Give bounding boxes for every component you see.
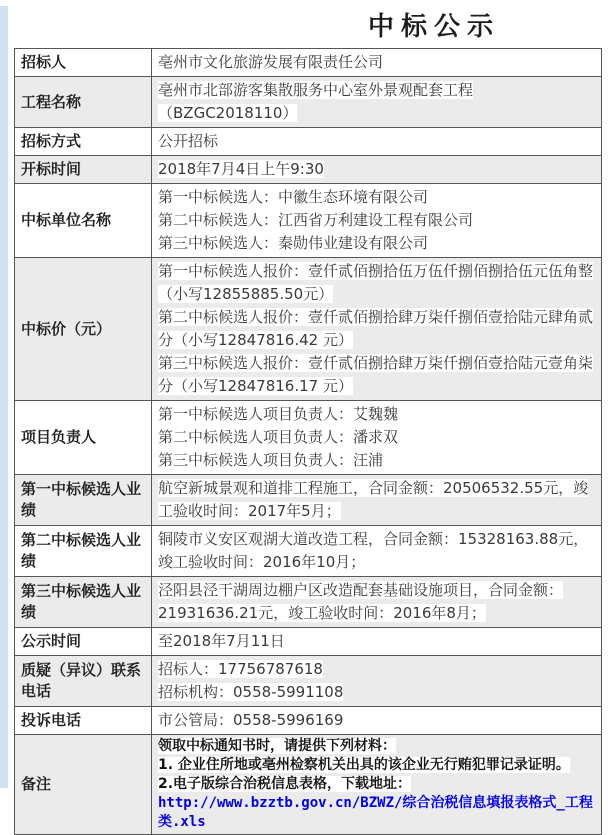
value-line	[158, 232, 595, 255]
row-label: 投诉电话	[15, 707, 152, 735]
row-label: 工程名称	[15, 77, 152, 128]
row-value	[152, 77, 602, 128]
note-text: 2.电子版综合治税信息表格，下载地址：	[158, 776, 412, 792]
value-text: 第二中标候选人项目负责人：潘求双	[158, 428, 399, 446]
value-text: 第一中标候选人：中徽生态环境有限公司	[158, 188, 429, 206]
row-label: 公示时间	[15, 628, 152, 656]
value-line	[158, 579, 595, 625]
table-row	[15, 156, 602, 184]
page-content	[14, 6, 602, 835]
value-text: 铜陵市义安区观湖大道改造工程，合同金额：15328163.88元，竣工验收时间：2016年10月；	[158, 530, 589, 571]
value-text: 第二中标候选人：江西省万利建设工程有限公司	[158, 211, 474, 229]
table-row	[15, 184, 602, 258]
value-text: 市公管局：0558-5996169	[158, 711, 344, 729]
value-line	[158, 306, 595, 352]
download-link[interactable]: http://www.bzztb.gov.cn/BZWZ/综合治税信息填报表格式_工程类.xls	[158, 795, 593, 830]
value-text: 航空新城景观和道排工程施工，合同金额：20506532.55元，竣工验收时间：2017年5月；	[158, 479, 589, 520]
table-row	[15, 77, 602, 128]
row-value	[152, 628, 602, 656]
announcement-page	[0, 6, 616, 830]
note-line	[158, 775, 595, 794]
value-text: 第三中标候选人：秦勋伟业建设有限公司	[158, 234, 429, 252]
value-line	[158, 426, 595, 449]
value-text: （BZGC2018110）	[158, 104, 298, 122]
value-text: 招标机构：0558-5991108	[158, 683, 344, 701]
table-row	[15, 128, 602, 156]
row-value	[152, 735, 602, 835]
row-value	[152, 475, 602, 526]
value-line	[158, 186, 595, 209]
row-value	[152, 526, 602, 577]
row-value	[152, 156, 602, 184]
table-row	[15, 258, 602, 401]
value-line	[158, 403, 595, 426]
value-line	[158, 130, 595, 153]
table-row	[15, 526, 602, 577]
row-label: 招标人	[15, 49, 152, 77]
table-row	[15, 401, 602, 475]
value-line	[158, 658, 595, 681]
value-text: 泾阳县泾干湖周边棚户区改造配套基础设施项目，合同金额：21931636.21元，竣工验收时间：2016年8月；	[158, 581, 564, 622]
value-line	[158, 630, 595, 653]
table-row	[15, 628, 602, 656]
value-line	[158, 260, 595, 306]
value-line	[158, 209, 595, 232]
row-label: 第三中标候选人业绩	[15, 577, 152, 628]
row-value	[152, 128, 602, 156]
row-value	[152, 656, 602, 707]
value-line	[158, 79, 595, 102]
announcement-table-body	[15, 49, 602, 835]
value-text: 第一中标候选人项目负责人：艾魏魏	[158, 405, 399, 423]
value-line	[158, 102, 595, 125]
note-line	[158, 756, 595, 775]
value-text: 第一中标候选人报价：壹仟贰佰捌拾伍万伍仟捌佰捌拾伍元伍角整（小写12855885.50元）	[158, 262, 594, 303]
announcement-table	[14, 48, 602, 835]
row-label: 中标价（元）	[15, 258, 152, 401]
value-line	[158, 158, 595, 181]
value-line	[158, 681, 595, 704]
row-label: 开标时间	[15, 156, 152, 184]
note-text: 领取中标通知书时，请提供下列材料：	[158, 738, 396, 754]
row-value	[152, 707, 602, 735]
value-line	[158, 528, 595, 574]
row-label: 第二中标候选人业绩	[15, 526, 152, 577]
table-row	[15, 735, 602, 835]
row-label: 项目负责人	[15, 401, 152, 475]
row-label: 中标单位名称	[15, 184, 152, 258]
value-text: 亳州市北部游客集散服务中心室外景观配套工程	[158, 81, 474, 99]
value-line	[158, 477, 595, 523]
value-text: 亳州市文化旅游发展有限责任公司	[158, 53, 384, 71]
page-margin-strip	[0, 6, 8, 788]
value-line	[158, 449, 595, 472]
table-row	[15, 656, 602, 707]
page-title: 中标公示	[367, 12, 500, 42]
row-label: 质疑（异议）联系电话	[15, 656, 152, 707]
row-label: 备注	[15, 735, 152, 835]
value-text: 至2018年7月11日	[158, 632, 285, 650]
row-value	[152, 49, 602, 77]
value-text: 招标人：17756787618	[158, 660, 323, 678]
table-row	[15, 49, 602, 77]
value-line	[158, 709, 595, 732]
row-value	[152, 401, 602, 475]
value-text: 公开招标	[158, 132, 219, 150]
row-value	[152, 577, 602, 628]
table-row	[15, 707, 602, 735]
row-label: 第一中标候选人业绩	[15, 475, 152, 526]
table-row	[15, 475, 602, 526]
table-row	[15, 577, 602, 628]
value-line	[158, 352, 595, 398]
value-text: 第三中标候选人报价：壹仟贰佰捌拾肆万柒仟捌佰壹拾陆元壹角柒分（小写12847816.17 元）	[158, 354, 594, 395]
value-text: 2018年7月4日上午9:30	[158, 160, 324, 178]
row-value	[152, 258, 602, 401]
note-line	[158, 737, 595, 756]
value-text: 第三中标候选人项目负责人：汪浦	[158, 451, 384, 469]
value-text: 第二中标候选人报价：壹仟贰佰捌拾肆万柒仟捌佰壹拾陆元肆角贰分（小写12847816.42 元）	[158, 308, 594, 349]
row-label: 招标方式	[15, 128, 152, 156]
note-text: 1. 企业住所地或亳州检察机关出具的该企业无行贿犯罪记录证明。	[158, 757, 570, 773]
value-line	[158, 51, 595, 74]
row-value	[152, 184, 602, 258]
